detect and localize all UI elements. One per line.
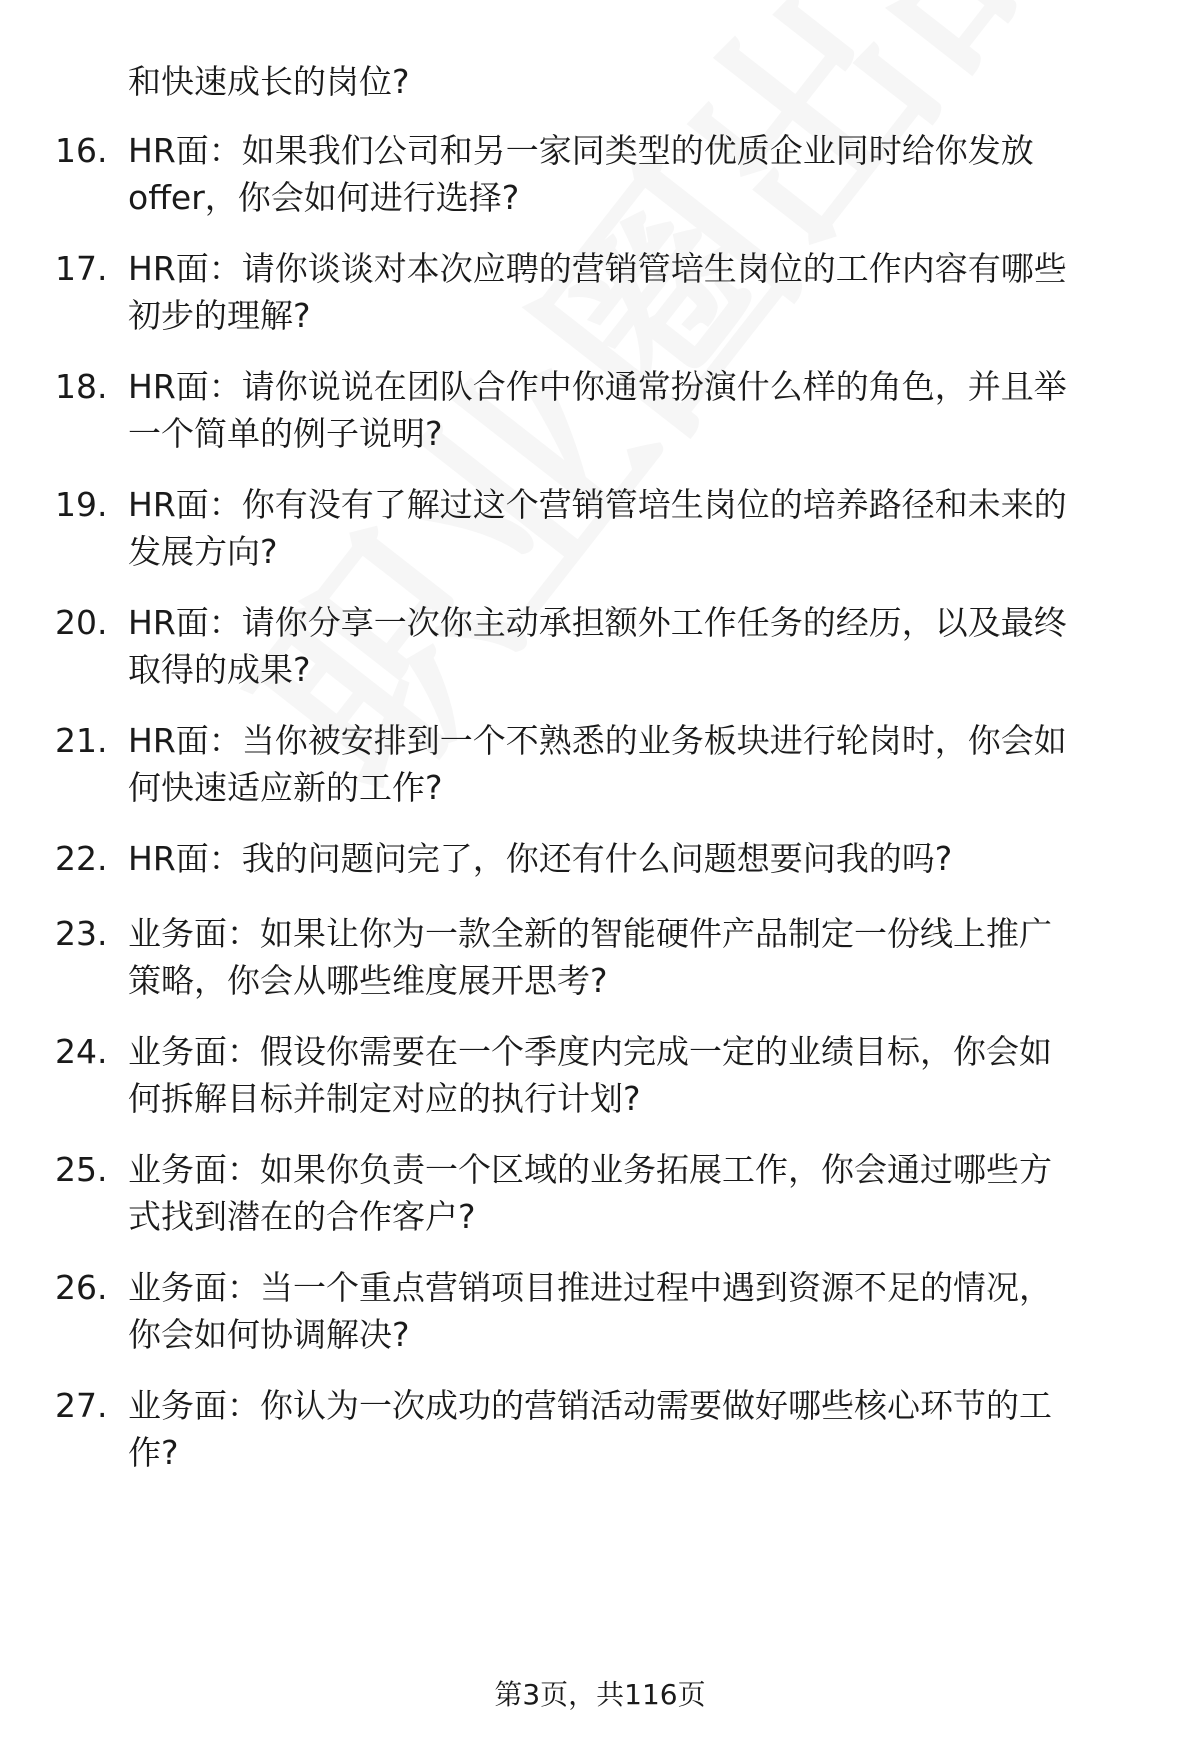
question-text: 业务面：假设你需要在一个季度内完成一定的业绩目标，你会如 何拆解目标并制定对应的执行计划? (128, 1032, 1052, 1118)
question-text: 业务面：如果让你为一款全新的智能硬件产品制定一份线上推广 策略，你会从哪些维度展开思考? (128, 914, 1052, 1000)
question-text: 业务面：如果你负责一个区域的业务拓展工作，你会通过哪些方 式找到潜在的合作客户? (128, 1150, 1052, 1236)
question-item (0, 1028, 1200, 1124)
question-number: 17. (55, 249, 108, 288)
question-number: 26. (55, 1268, 108, 1307)
question-text: HR面：请你分享一次你主动承担额外工作任务的经历，以及最终 取得的成果? (128, 603, 1067, 689)
question-number: 23. (55, 914, 108, 953)
question-item (0, 1382, 1200, 1478)
question-text: HR面：请你说说在团队合作中你通常扮演什么样的角色，并且举 一个简单的例子说明? (128, 367, 1067, 453)
question-item (0, 363, 1200, 459)
question-item (0, 717, 1200, 813)
question-text: 业务面：你认为一次成功的营销活动需要做好哪些核心环节的工 作? (128, 1386, 1052, 1472)
question-number: 18. (55, 367, 108, 406)
question-number: 25. (55, 1150, 108, 1189)
question-item (0, 1264, 1200, 1360)
question-number: 20. (55, 603, 108, 642)
question-item (0, 599, 1200, 695)
question-item (0, 481, 1200, 577)
question-number: 21. (55, 721, 108, 760)
question-number: 22. (55, 839, 108, 878)
question-text: HR面：请你谈谈对本次应聘的营销管培生岗位的工作内容有哪些 初步的理解? (128, 249, 1067, 335)
question-number: 24. (55, 1032, 108, 1071)
continued-question-text: 和快速成长的岗位? (128, 62, 410, 101)
question-text: HR面：我的问题问完了，你还有什么问题想要问我的吗? (128, 839, 953, 878)
question-item (0, 910, 1200, 1006)
question-item (0, 1146, 1200, 1242)
question-number: 16. (55, 131, 108, 170)
question-item (0, 245, 1200, 341)
question-text: HR面：当你被安排到一个不熟悉的业务板块进行轮岗时，你会如 何快速适应新的工作? (128, 721, 1067, 807)
question-text: 业务面：当一个重点营销项目推进过程中遇到资源不足的情况， 你会如何协调解决? (128, 1268, 1052, 1354)
page-footer: 第3页，共116页 (494, 1678, 706, 1711)
question-number: 27. (55, 1386, 108, 1425)
question-number: 19. (55, 485, 108, 524)
question-text: HR面：你有没有了解过这个营销管培生岗位的培养路径和未来的 发展方向? (128, 485, 1067, 571)
question-text: HR面：如果我们公司和另一家同类型的优质企业同时给你发放 offer，你会如何进行选择? (128, 131, 1034, 217)
question-item (0, 127, 1200, 223)
